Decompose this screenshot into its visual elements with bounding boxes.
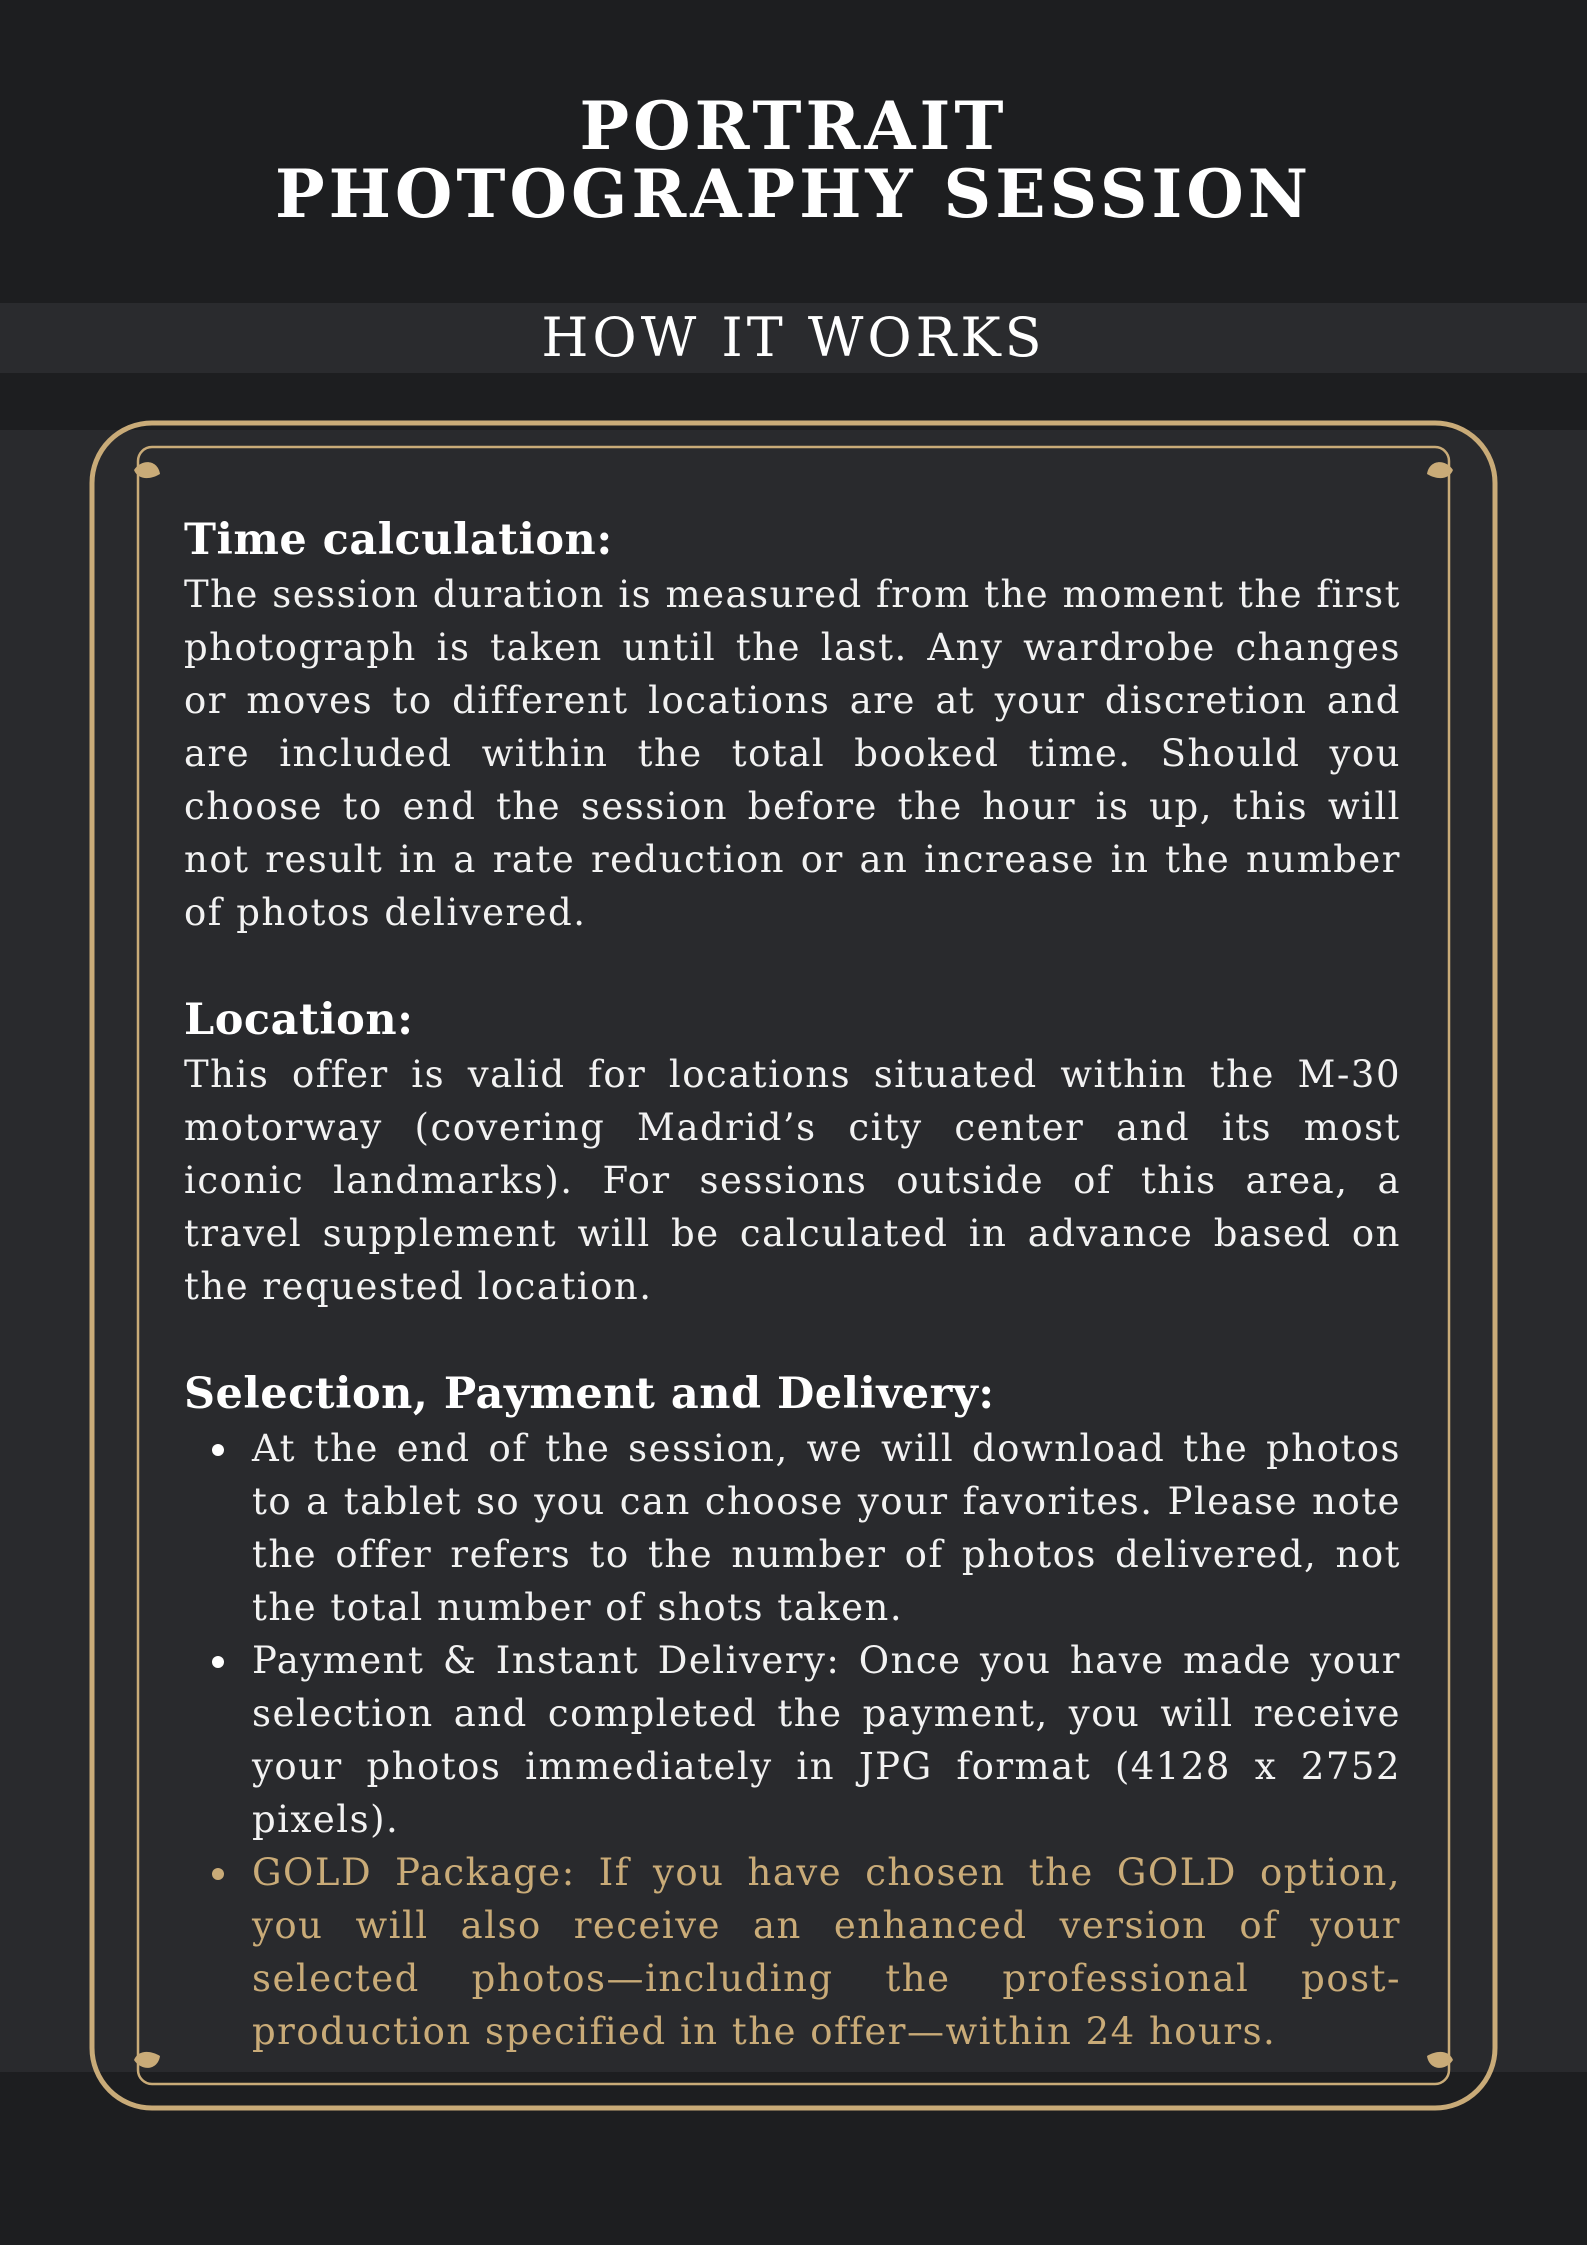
section-body: This offer is valid for locations situated within the M-30 motorway (covering Madrid’s city center and its most iconic landmarks). For sessions outside of this area, a travel supplement will be calculated in advance based on the requested location. <box>184 1053 1401 1308</box>
list-item-text: GOLD Package: If you have chosen the GOLD option, you will also receive an enhanced version of your selected photos—including the professional post-production specified in the offer—within 24 hours. <box>252 1851 1401 2053</box>
list-item-text: At the end of the session, we will download the photos to a tablet so you can choose your favorites. Please note the offer refers to the number of photos delivered, not the total number of shots taken. <box>252 1427 1401 1629</box>
page-subtitle: HOW IT WORKS <box>541 306 1046 369</box>
bullet-icon <box>212 1868 224 1880</box>
bullet-icon <box>212 1656 224 1668</box>
bullet-icon <box>212 1444 224 1456</box>
list-item-text: Payment & Instant Delivery: Once you have made your selection and completed the payment, you will receive your photos immediately in JPG format (4128 x 2752 pixels). <box>252 1639 1401 1841</box>
section-heading: Location: <box>184 995 414 1045</box>
list-item <box>252 1634 1401 1846</box>
content <box>184 512 1401 2058</box>
list-item <box>252 1422 1401 1634</box>
section-heading: Time calculation: <box>184 515 613 565</box>
section-location <box>184 992 1401 1313</box>
section-time-calculation <box>184 512 1401 939</box>
bullet-list <box>184 1422 1401 2058</box>
section-heading: Selection, Payment and Delivery: <box>184 1369 995 1419</box>
title-line-1: PORTRAIT <box>579 87 1008 165</box>
section-selection-payment-delivery <box>184 1366 1401 2058</box>
list-item-gold-package <box>252 1846 1401 2058</box>
title-line-2: PHOTOGRAPHY SESSION <box>274 155 1313 233</box>
section-body: The session duration is measured from the moment the first photograph is taken until the last. Any wardrobe changes or moves to different locations are at your discretion and are included within the total booked time. Should you choose to end the session before the hour is up, this will not result in a rate reduction or an increase in the number of photos delivered. <box>184 573 1401 934</box>
